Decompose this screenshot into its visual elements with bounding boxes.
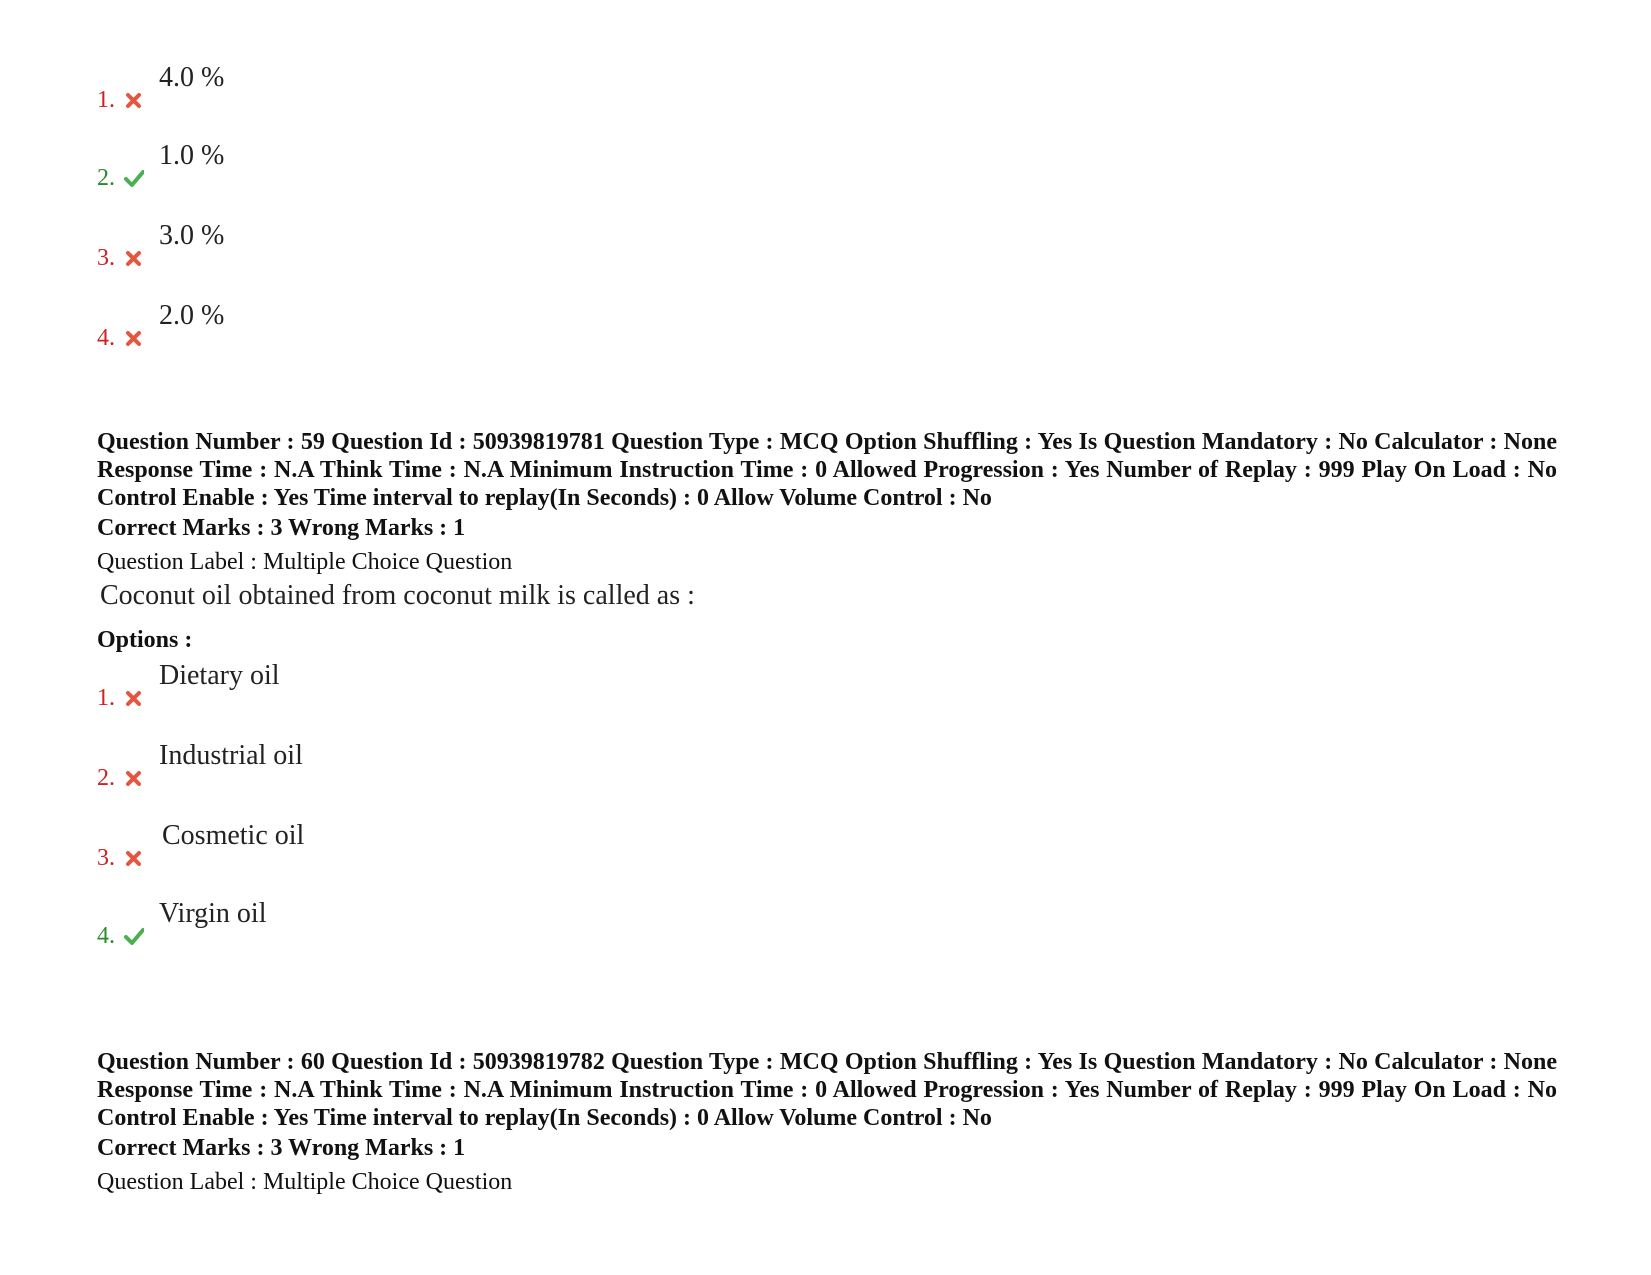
option-number: 4. [97, 325, 115, 351]
option-text: Cosmetic oil [162, 820, 305, 851]
option-text: Industrial oil [159, 740, 303, 771]
option-text: 1.0 % [159, 140, 225, 171]
option-number: 2. [97, 165, 115, 191]
cross-icon [124, 688, 144, 708]
question-label: Question Label : Multiple Choice Question [97, 549, 513, 575]
option-text: 4.0 % [159, 62, 225, 93]
question-marks: Correct Marks : 3 Wrong Marks : 1 [97, 1135, 466, 1161]
option-number: 3. [97, 845, 115, 871]
option-text: Virgin oil [159, 898, 267, 929]
options-heading: Options : [97, 627, 193, 653]
check-icon [124, 926, 144, 946]
option-item [97, 898, 697, 948]
option-text: 3.0 % [159, 220, 225, 251]
option-item [97, 62, 697, 112]
question-label: Question Label : Multiple Choice Question [97, 1169, 513, 1195]
option-number: 4. [97, 923, 115, 949]
check-icon [124, 168, 144, 188]
question-text: Coconut oil obtained from coconut milk is called as : [100, 580, 695, 611]
cross-icon [124, 848, 144, 868]
question-meta: Question Number : 59 Question Id : 50939819781 Question Type : MCQ Option Shuffling : Yes Is Question Mandatory : No Calculator : None Response Time : N.A Think Time : N.A Minimum Instruction Time : 0 Allowed Progression : Yes Number of Replay : 999 Play On Load : No Control Enable : Yes Time interval to replay(In Seconds) : 0 Allow Volume Control : No [97, 429, 1557, 511]
question-marks: Correct Marks : 3 Wrong Marks : 1 [97, 515, 466, 541]
cross-icon [124, 328, 144, 348]
option-item [97, 300, 697, 350]
option-number: 1. [97, 685, 115, 711]
option-number: 1. [97, 87, 115, 113]
question-meta: Question Number : 60 Question Id : 50939819782 Question Type : MCQ Option Shuffling : Yes Is Question Mandatory : No Calculator : None Response Time : N.A Think Time : N.A Minimum Instruction Time : 0 Allowed Progression : Yes Number of Replay : 999 Play On Load : No Control Enable : Yes Time interval to replay(In Seconds) : 0 Allow Volume Control : No [97, 1049, 1557, 1131]
option-item [97, 740, 697, 790]
option-item [97, 140, 697, 190]
option-item [97, 220, 697, 270]
cross-icon [124, 248, 144, 268]
option-item [97, 660, 697, 710]
option-text: 2.0 % [159, 300, 225, 331]
cross-icon [124, 90, 144, 110]
option-number: 2. [97, 765, 115, 791]
option-text: Dietary oil [159, 660, 280, 691]
cross-icon [124, 768, 144, 788]
option-item [97, 820, 697, 870]
option-number: 3. [97, 245, 115, 271]
